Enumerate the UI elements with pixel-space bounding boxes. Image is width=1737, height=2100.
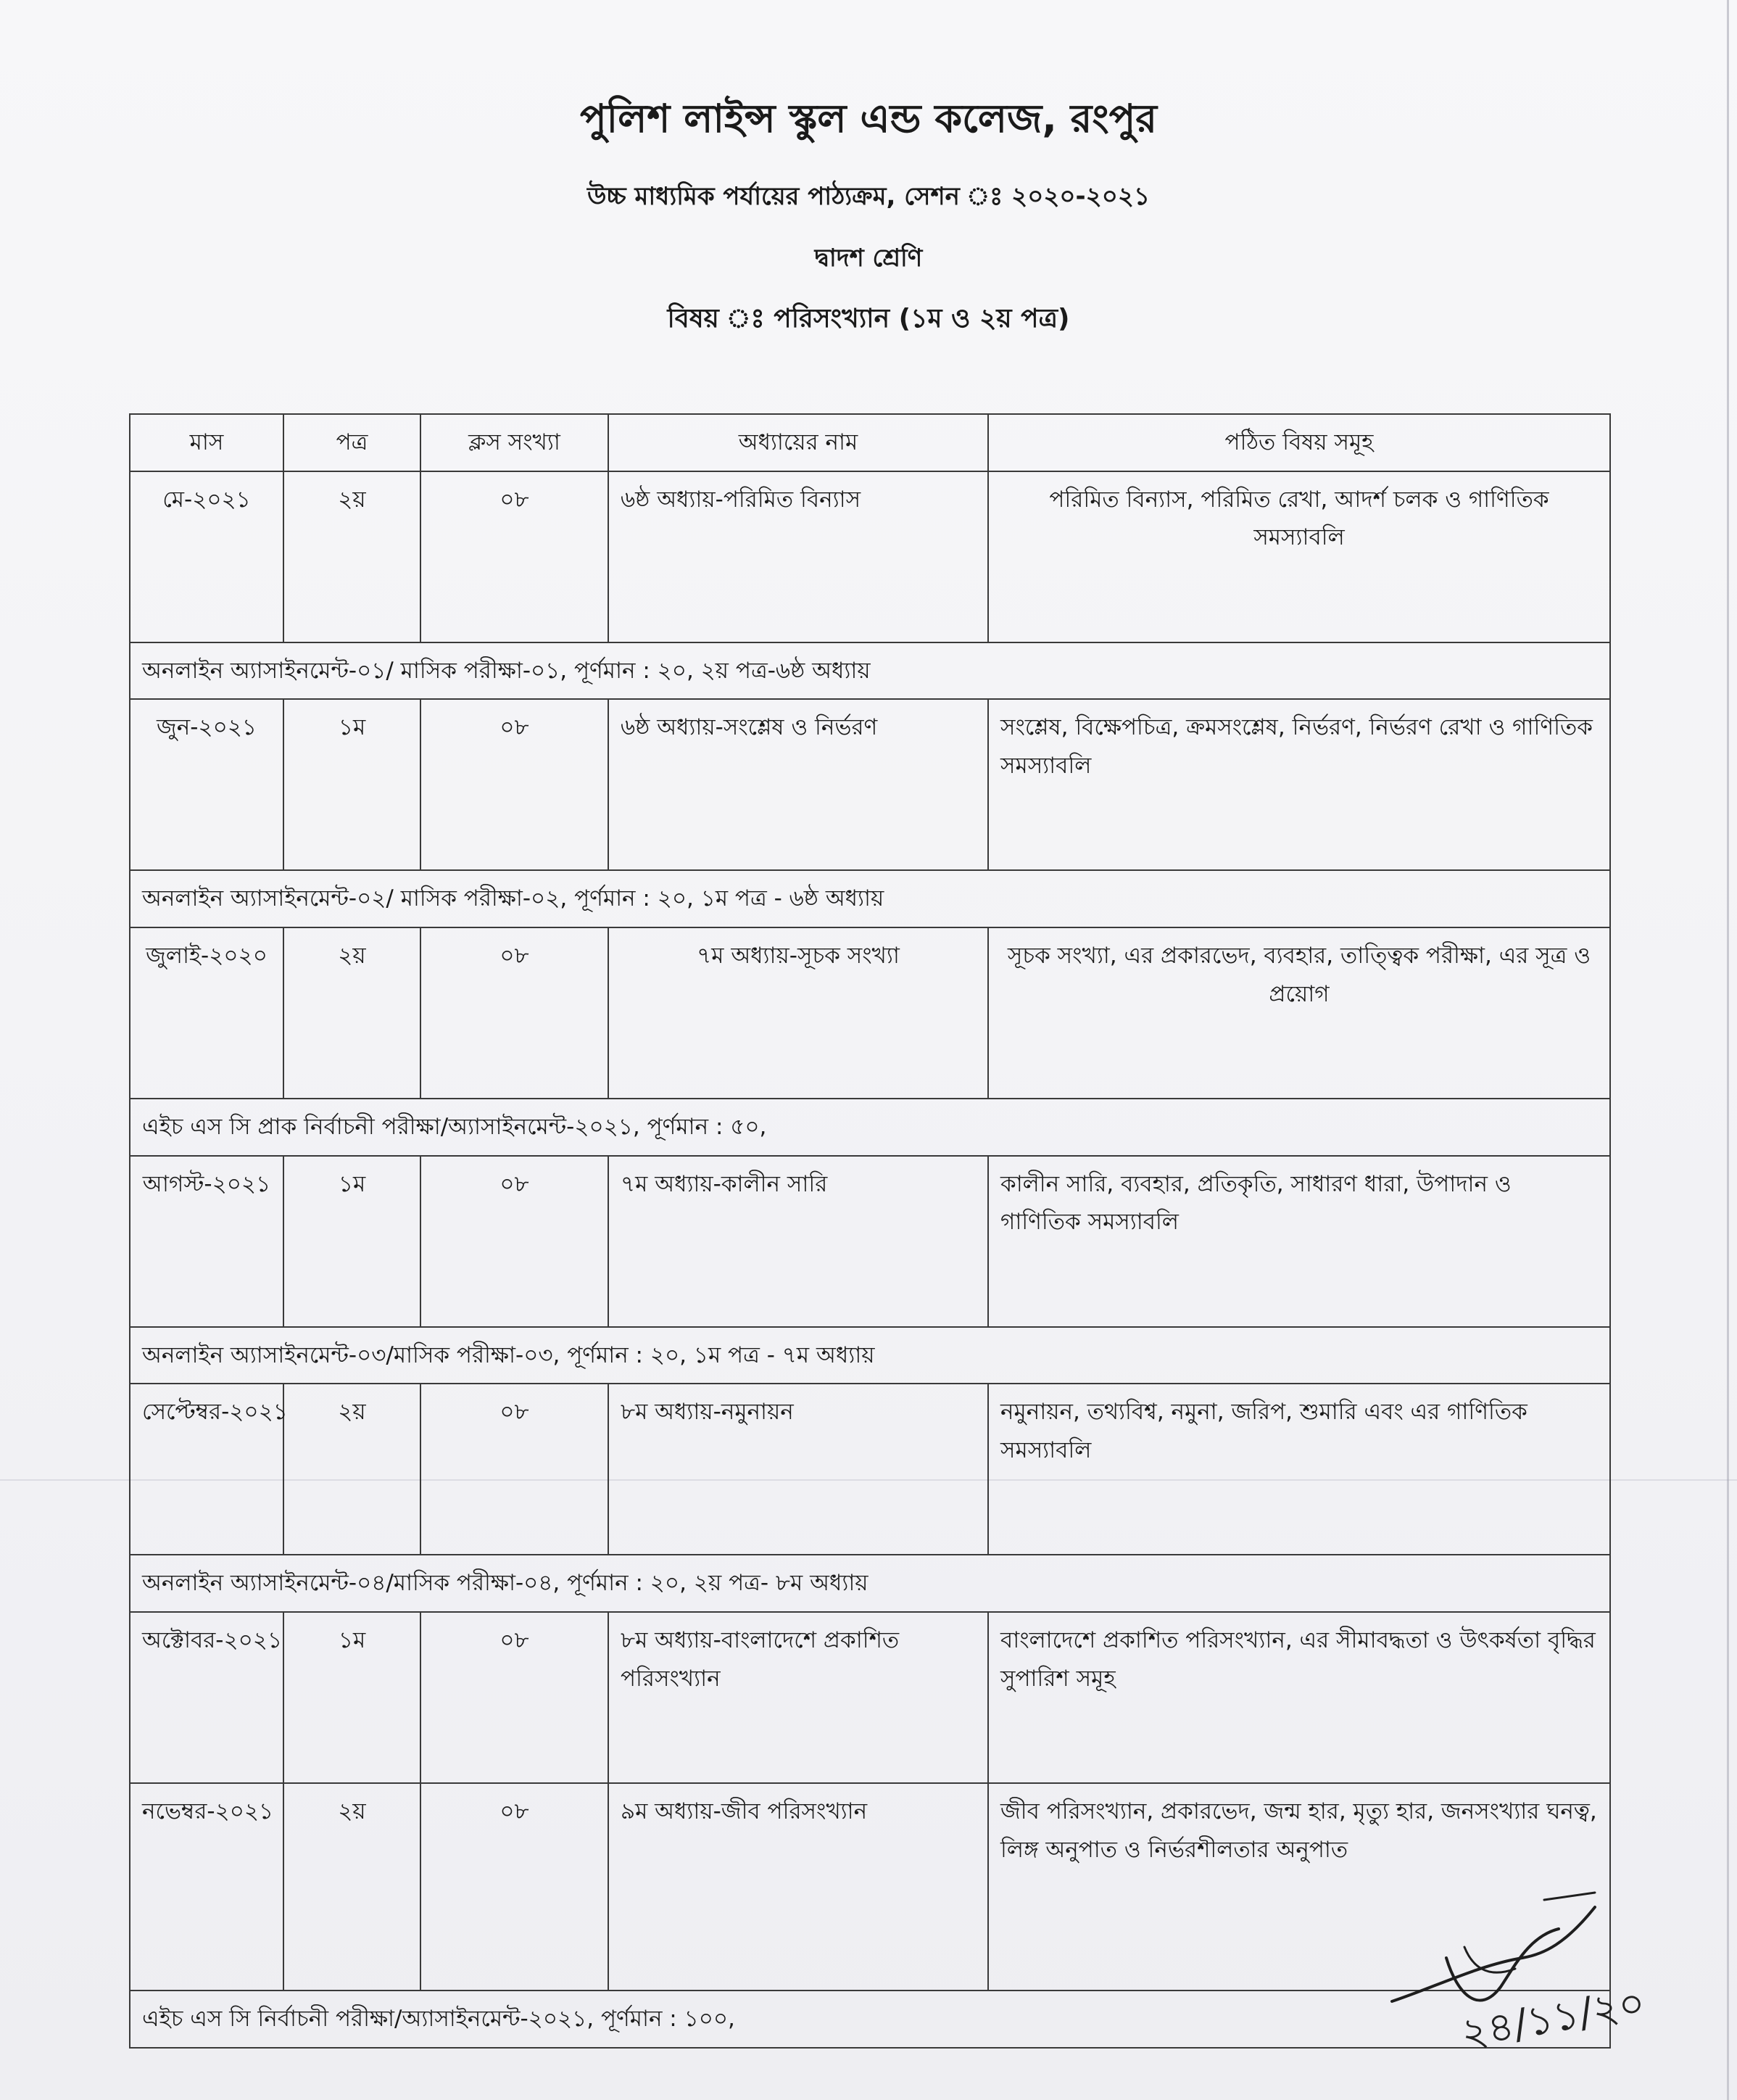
- cell-topics: পরিমিত বিন্যাস, পরিমিত রেখা, আদর্শ চলক ও গাণিতিক সমস্যাবলি: [988, 471, 1610, 642]
- cell-topics: সূচক সংখ্যা, এর প্রকারভেদ, ব্যবহার, তাত্ত্বিক পরীক্ষা, এর সূত্র ও প্রয়োগ: [988, 927, 1610, 1099]
- cell-topics: সংশ্লেষ, বিক্ষেপচিত্র, ক্রমসংশ্লেষ, নির্ভরণ, নির্ভরণ রেখা ও গাণিতিক সমস্যাবলি: [988, 699, 1610, 870]
- assessment-row: [130, 642, 1610, 700]
- cell-class-count: ০৮: [420, 1156, 608, 1327]
- table-row: [130, 927, 1610, 1099]
- institution-title: পুলিশ লাইন্স স্কুল এন্ড কলেজ, রংপুর: [580, 96, 1157, 141]
- assessment-note: এইচ এস সি নির্বাচনী পরীক্ষা/অ্যাসাইনমেন্ট-২০২১, পূর্ণমান : ১০০,: [130, 1991, 1610, 2048]
- cell-month: অক্টোবর-২০২১: [130, 1612, 283, 1783]
- cell-class-count: ০৮: [420, 471, 608, 642]
- cell-paper: ২য়: [283, 1384, 420, 1555]
- cell-paper: ১ম: [283, 1156, 420, 1327]
- signature-date: ২৪/১১/২০: [1457, 1979, 1649, 2058]
- cell-paper: ২য়: [283, 927, 420, 1099]
- table-row: [130, 1612, 1610, 1783]
- subject-label: বিষয় ঃ পরিসংখ্যান (১ম ও ২য় পত্র): [667, 304, 1070, 334]
- cell-month: নভেম্বর-২০২১: [130, 1783, 283, 1991]
- col-header-topics: পঠিত বিষয় সমূহ: [988, 414, 1610, 471]
- cell-topics: কালীন সারি, ব্যবহার, প্রতিকৃতি, সাধারণ ধারা, উপাদান ও গাণিতিক সমস্যাবলি: [988, 1156, 1610, 1327]
- cell-chapter: ৬ষ্ঠ অধ্যায়-পরিমিত বিন্যাস: [608, 471, 988, 642]
- cell-month: জুন-২০২১: [130, 699, 283, 870]
- table-header-row: [130, 414, 1610, 471]
- cell-chapter: ৭ম অধ্যায়-সূচক সংখ্যা: [608, 927, 988, 1099]
- class-label: দ্বাদশ শ্রেণি: [814, 244, 923, 273]
- table-row: [130, 1156, 1610, 1327]
- assessment-note: অনলাইন অ্যাসাইনমেন্ট-০১/ মাসিক পরীক্ষা-০১, পূর্ণমান : ২০, ২য় পত্র-৬ষ্ঠ অধ্যায়: [130, 642, 1610, 700]
- table-row: [130, 699, 1610, 870]
- cell-topics: জীব পরিসংখ্যান, প্রকারভেদ, জন্ম হার, মৃত্যু হার, জনসংখ্যার ঘনত্ব, লিঙ্গ অনুপাত ও নির্ভরশীলতার অনুপাত: [988, 1783, 1610, 1991]
- cell-month: মে-২০২১: [130, 471, 283, 642]
- cell-chapter: ৮ম অধ্যায়-নমুনায়ন: [608, 1384, 988, 1555]
- cell-chapter: ৬ষ্ঠ অধ্যায়-সংশ্লেষ ও নির্ভরণ: [608, 699, 988, 870]
- assessment-row: [130, 870, 1610, 927]
- cell-class-count: ০৮: [420, 1384, 608, 1555]
- assessment-row: [130, 1099, 1610, 1156]
- col-header-month: মাস: [130, 414, 283, 471]
- table-row: [130, 1384, 1610, 1555]
- cell-paper: ১ম: [283, 1612, 420, 1783]
- assessment-note: এইচ এস সি প্রাক নির্বাচনী পরীক্ষা/অ্যাসাইনমেন্ট-২০২১, পূর্ণমান : ৫০,: [130, 1099, 1610, 1156]
- assessment-note: অনলাইন অ্যাসাইনমেন্ট-০৩/মাসিক পরীক্ষা-০৩, পূর্ণমান : ২০, ১ম পত্র - ৭ম অধ্যায়: [130, 1327, 1610, 1384]
- cell-chapter: ৮ম অধ্যায়-বাংলাদেশে প্রকাশিত পরিসংখ্যান: [608, 1612, 988, 1783]
- cell-paper: ১ম: [283, 699, 420, 870]
- assessment-note: অনলাইন অ্যাসাইনমেন্ট-০৪/মাসিক পরীক্ষা-০৪, পূর্ণমান : ২০, ২য় পত্র- ৮ম অধ্যায়: [130, 1555, 1610, 1612]
- cell-class-count: ০৮: [420, 927, 608, 1099]
- cell-topics: বাংলাদেশে প্রকাশিত পরিসংখ্যান, এর সীমাবদ্ধতা ও উৎকর্ষতা বৃদ্ধির সুপারিশ সমূহ: [988, 1612, 1610, 1783]
- cell-chapter: ৭ম অধ্যায়-কালীন সারি: [608, 1156, 988, 1327]
- curriculum-subtitle: উচ্চ মাধ্যমিক পর্যায়ের পাঠ্যক্রম, সেশন ঃ ২০২০-২০২১: [586, 182, 1151, 211]
- cell-paper: ২য়: [283, 1783, 420, 1991]
- cell-paper: ২য়: [283, 471, 420, 642]
- cell-month: আগস্ট-২০২১: [130, 1156, 283, 1327]
- assessment-row: [130, 1555, 1610, 1612]
- syllabus-table: [129, 413, 1611, 2049]
- assessment-note: অনলাইন অ্যাসাইনমেন্ট-০২/ মাসিক পরীক্ষা-০২, পূর্ণমান : ২০, ১ম পত্র - ৬ষ্ঠ অধ্যায়: [130, 870, 1610, 927]
- cell-topics: নমুনায়ন, তথ্যবিশ্ব, নমুনা, জরিপ, শুমারি এবং এর গাণিতিক সমস্যাবলি: [988, 1384, 1610, 1555]
- cell-class-count: ০৮: [420, 1612, 608, 1783]
- assessment-row: [130, 1327, 1610, 1384]
- cell-month: জুলাই-২০২০: [130, 927, 283, 1099]
- cell-chapter: ৯ম অধ্যায়-জীব পরিসংখ্যান: [608, 1783, 988, 1991]
- col-header-chapter: অধ্যায়ের নাম: [608, 414, 988, 471]
- cell-class-count: ০৮: [420, 1783, 608, 1991]
- cell-class-count: ০৮: [420, 699, 608, 870]
- col-header-class-count: ক্লস সংখ্যা: [420, 414, 608, 471]
- col-header-paper: পত্র: [283, 414, 420, 471]
- cell-month: সেপ্টেম্বর-২০২১: [130, 1384, 283, 1555]
- table-row: [130, 471, 1610, 642]
